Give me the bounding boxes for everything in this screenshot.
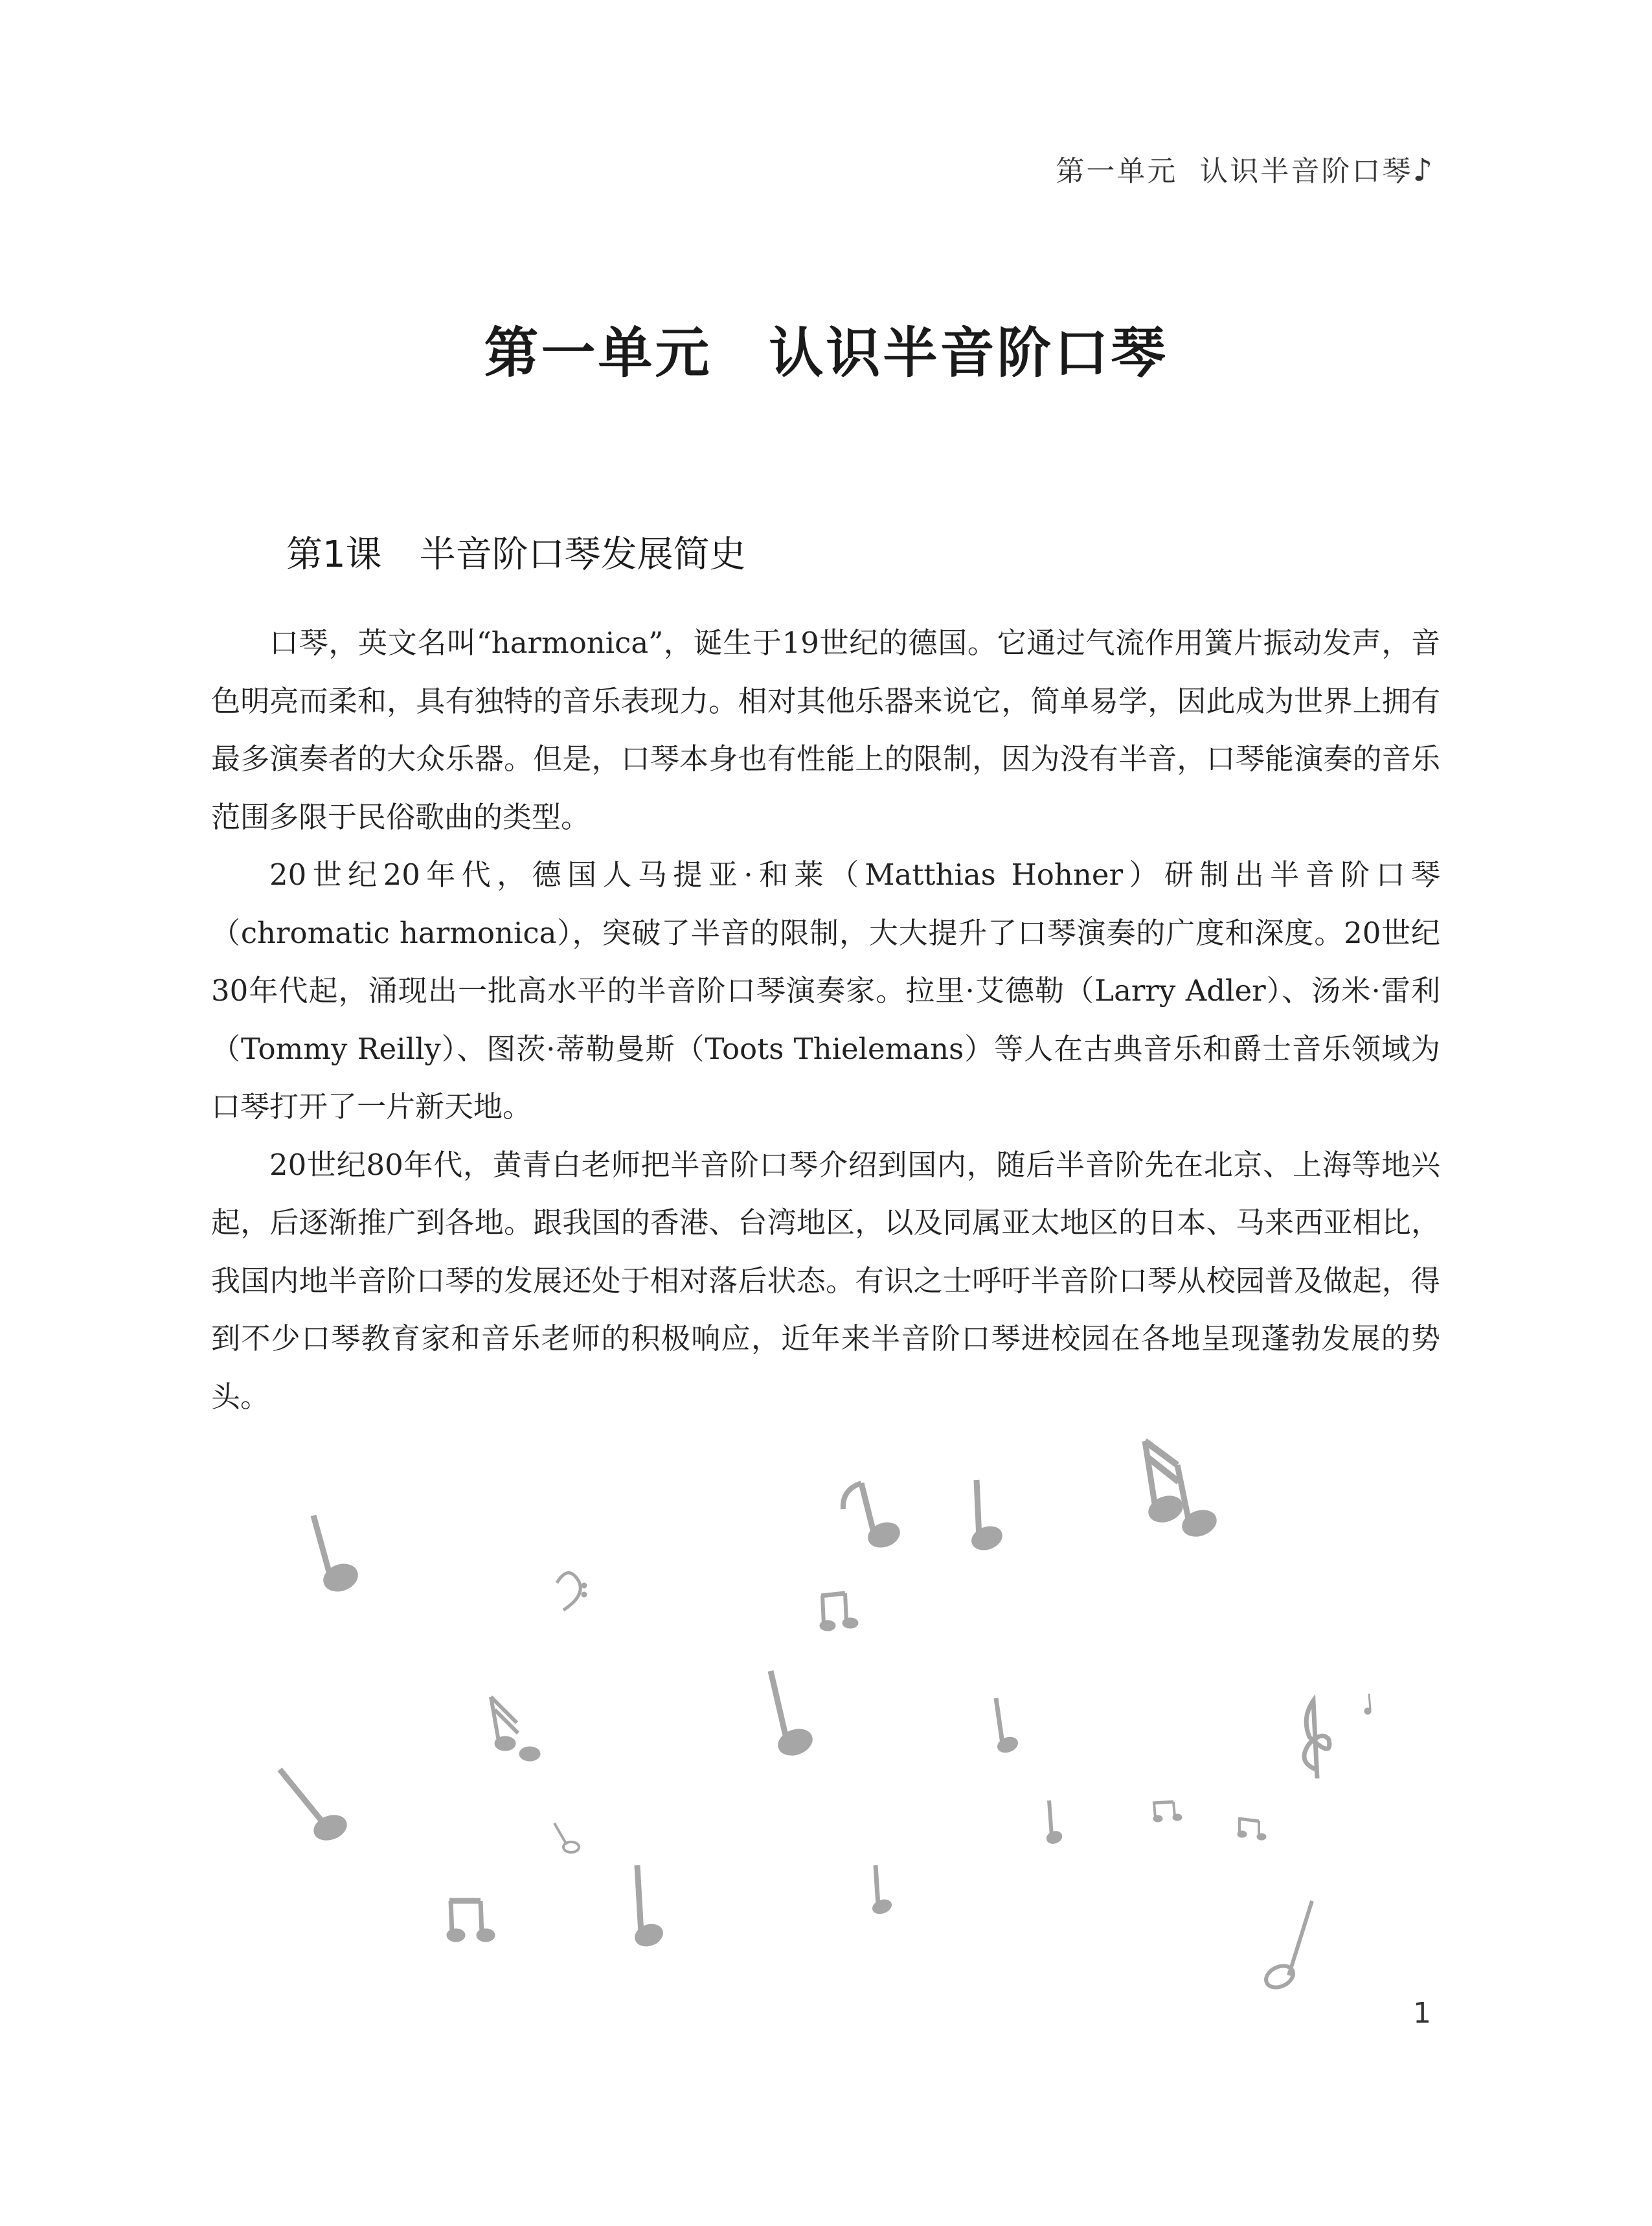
eighth-note-icon xyxy=(843,1483,903,1551)
beamed-eighth-notes-icon xyxy=(1238,1819,1266,1840)
sixteenth-note-icon xyxy=(1145,1441,1220,1541)
quarter-note-icon xyxy=(313,1516,361,1596)
treble-clef-icon xyxy=(1304,1701,1330,1778)
running-header-title: 第一单元 认识半音阶口琴 xyxy=(1056,155,1413,188)
quarter-note-icon xyxy=(969,1480,1006,1554)
paragraph-2: 20世纪20年代，德国人马提亚·和莱（Matthias Hohner）研制出半音阶口琴（chromatic harmonica），突破了半音的限制，大大提升了口琴演奏的广度和深度。20世纪30年代起，涌现出一批高水平的半音阶口琴演奏家。拉里·艾德勒（Larry Adler）、汤米·雷利（Tommy Reilly）、图茨·蒂勒曼斯（Toots Thielemans）等人在古典音乐和爵士音乐领域为口琴打开了一片新天地。 xyxy=(211,857,1440,1124)
paragraph-1: 口琴，英文名叫“harmonica”，诞生于19世纪的德国。它通过气流作用簧片振动发声，音色明亮而柔和，具有独特的音乐表现力。相对其他乐器来说它，简单易学，因此成为世界上拥有最多演奏者的大众乐器。但是，口琴本身也有性能上的限制，因为没有半音，口琴能演奏的音乐范围多限于民俗歌曲的类型。 xyxy=(211,626,1440,834)
beamed-eighth-notes-icon xyxy=(820,1593,858,1631)
quarter-note-icon xyxy=(995,1698,1020,1755)
eighth-note-icon: ♪ xyxy=(1412,152,1434,188)
beamed-eighth-notes-icon xyxy=(1153,1802,1182,1822)
quarter-note-icon xyxy=(771,1671,816,1760)
half-note-icon xyxy=(554,1823,579,1852)
page-number: 1 xyxy=(1413,1997,1431,2030)
paragraph-3: 20世纪80年代，黄青白老师把半音阶口琴介绍到国内，随后半音阶先在北京、上海等地兴起，后逐渐推广到各地。跟我国的香港、台湾地区，以及同属亚太地区的日本、马来西亚相比，我国内地半音阶口琴的发展还处于相对落后状态。有识之士呼吁半音阶口琴从校园普及做起，得到不少口琴教育家和音乐老师的积极响应，近年来半音阶口琴进校园在各地呈现蓬勃发展的势头。 xyxy=(211,1147,1440,1414)
quarter-note-icon xyxy=(280,1769,350,1845)
unit-name: 认识半音阶口琴 xyxy=(769,321,1168,385)
half-note-icon xyxy=(1263,1901,1312,1992)
lesson-name: 半音阶口琴发展简史 xyxy=(419,534,746,576)
sixteenth-note-icon xyxy=(491,1697,540,1761)
quarter-note-icon xyxy=(870,1865,893,1916)
small-note-icon xyxy=(1364,1694,1371,1714)
unit-label: 第一单元 xyxy=(484,321,712,385)
quarter-note-icon xyxy=(632,1865,666,1950)
quarter-note-icon xyxy=(1045,1800,1064,1846)
bass-clef-icon xyxy=(557,1573,587,1610)
beamed-eighth-notes-icon xyxy=(447,1901,495,1942)
lesson-label: 第1课 xyxy=(286,534,382,576)
